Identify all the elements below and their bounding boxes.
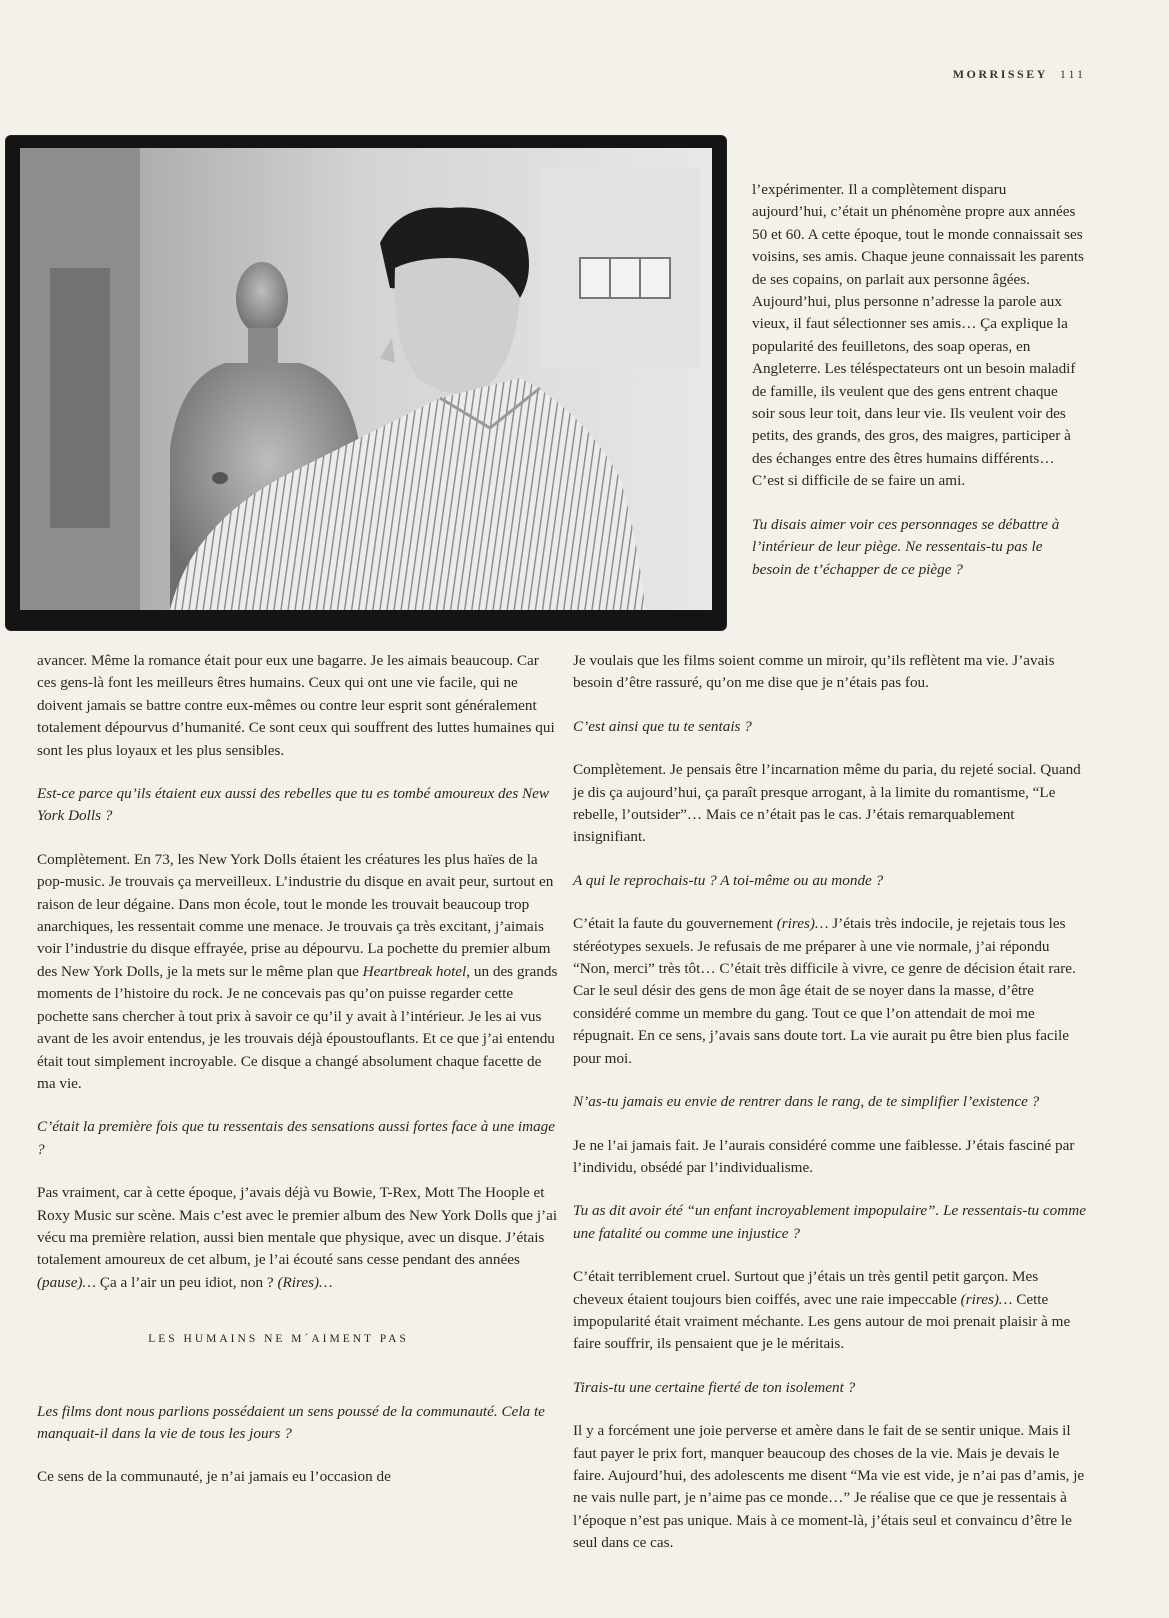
answer-text: Pas vraiment, car à cette époque, j’avais déjà vu Bowie, T-Rex, Mott The Hoople et Roxy Music sur scène. Mais c’est avec le premier album des New York Dolls que j’ai vécu ma première relation, aussi bien mentale que physique, avec un disque. J’étais totalement amoureux de cet album, je l’ai écouté sans cesse pendant des années [37, 1184, 558, 1269]
stage-direction: (Rires)… [277, 1273, 333, 1291]
answer-paragraph: avancer. Même la romance était pour eux une bagarre. Je les aimais beaucoup. Car ces gens-là font les meilleurs êtres humains. Ceux qui ont une vie facile, qui ne doivent jamais se battre contre eux-mêmes ou contre leur esprit sont généralement totalement dépourvus d’humanité. Ce sont ceux qui souffrent des luttes humaines qui sont les plus loyaux et les plus sensibles. [37, 652, 555, 759]
question-paragraph: C’était la première fois que tu ressentais des sensations aussi fortes face à une image ? [37, 1118, 556, 1158]
black-and-white-photo [20, 148, 712, 610]
section-subheading: LES HUMAINS NE M´AIMENT PAS [148, 1333, 409, 1346]
running-header-author: MORRISSEY [952, 67, 1048, 81]
question-paragraph: A qui le reprochais-tu ? A toi-même ou au monde ? [573, 871, 884, 889]
answer-text: Ça a l’air un peu idiot, non ? [96, 1273, 278, 1291]
answer-paragraph [37, 1182, 560, 1294]
question-paragraph: Tu disais aimer voir ces personnages se débattre à l’intérieur de leur piège. Ne ressentais-tu pas le besoin de t’échapper de ce piège ? [752, 515, 1060, 578]
question-paragraph: Tirais-tu une certaine fierté de ton isolement ? [573, 1378, 856, 1396]
answer-paragraph: Je ne l’ai jamais fait. Je l’aurais considéré comme une faiblesse. J’étais fasciné par l’individu, obsédé par l’individualisme. [573, 1136, 1075, 1176]
answer-paragraph: Je voulais que les films soient comme un miroir, qu’ils reflètent ma vie. J’avais besoin d’être rassuré, qu’on me dise que je n’étais pas fou. [573, 652, 1055, 692]
stage-direction: (rires)… [960, 1290, 1013, 1308]
answer-paragraph: Ce sens de la communauté, je n’ai jamais eu l’occasion de [37, 1468, 391, 1486]
page-number: 111 [1059, 67, 1086, 81]
answer-paragraph: Complètement. Je pensais être l’incarnation même du paria, du rejeté social. Quand je dis ça aujourd’hui, ça paraît presque arrogant, à la limite du romantisme, “Le rebelle, l’outsider”… Mais ce n’était pas le cas. J’étais remarquablement insignifiant. [573, 761, 1081, 846]
question-paragraph: Les films dont nous parlions possédaient un sens poussé de la communauté. Cela te manquait-il dans la vie de tous les jours ? [37, 1402, 545, 1442]
top-right-column [752, 179, 1084, 602]
answer-text: Cette impopularité était vraiment méchante. Les gens autour de moi prenait plaisir à me faire souffrir, ils pensaient que je le méritais. [573, 1290, 1071, 1353]
answer-paragraph: l’expérimenter. Il a complètement disparu aujourd’hui, c’était un phénomène propre aux années 50 et 60. A cette époque, tout le monde connaissait ses voisins, ses amis. Chaque jeune connaissait les parents de ses copains, on parlait aux personne âgées. Aujourd’hui, plus personne n’adresse la parole aux vieux, il faut sélectionner ses amis… Ça explique la popularité des feuilletons, des soap operas, en Angleterre. Les téléspectateurs ont un besoin maladif de famille, ils veulent que des gens entrent chaque soir sous leur toit, dans leur vie. Ils veulent voir des petits, des grands, des gros, des maigres, participer à des échanges entre des êtres humains différents… C’est si difficile de se faire un ami. [752, 181, 1084, 490]
stage-direction: (pause)… [37, 1273, 97, 1291]
song-title: Heartbreak hotel [362, 962, 467, 980]
answer-text: J’étais très indocile, je rejetais tous les stéréotypes sexuels. Je refusais de me préparer à une vie normale, j’ai répondu “Non, merci” très tôt… C’était très difficile à vivre, ce genre de décision était rare. Car le seul désir des gens de mon âge était de se noyer dans la masse, d’être considéré comme un membre du gang. Tout ce que l’on attendait de moi me répugnait. En ce sens, j’avais sans doute tort. La vie aurait pu être bien plus facile pour moi. [573, 915, 1076, 1067]
answer-text: Complètement. En 73, les New York Dolls étaient les créatures les plus haïes de la pop-music. Je trouvais ça merveilleux. L’industrie du disque en avait peur, surtout en raison de leur dégaine. Dans mon école, tout le monde les trouvait beaucoup trop anarchiques, les ressentait comme une menace. Je trouvais ça très excitant, j’aimais voir l’industrie du disque effrayée, prise au dépourvu. La pochette du premier album des New York Dolls, je la mets sur le même plan que [37, 850, 554, 980]
photo-frame [6, 136, 726, 630]
question-paragraph: Tu as dit avoir été “un enfant incroyablement impopulaire”. Le ressentais-tu comme une fatalité ou comme une injustice ? [573, 1202, 1086, 1242]
right-column [573, 650, 1088, 1576]
question-paragraph: N’as-tu jamais eu envie de rentrer dans le rang, de te simplifier l’existence ? [573, 1093, 1040, 1111]
answer-text: C’était terriblement cruel. Surtout que j’étais un très gentil petit garçon. Mes cheveux étaient toujours bien coiffés, avec une raie impeccable [573, 1268, 1039, 1308]
answer-paragraph [573, 1266, 1088, 1356]
left-column [37, 650, 560, 1510]
running-header [953, 67, 1086, 82]
answer-text: , un des grands moments de l’histoire du rock. Je ne concevais pas qu’on puisse regarder cette pochette sans chercher à tout prix à savoir ce qu’il y avait à l’intérieur. Je les ai vus avant de les avoir entendus, je les trouvais déjà époustouflants. Et ce que j’ai entendu était tout simplement incroyable. Ce disque a changé absolument chaque facette de ma vie. [37, 962, 558, 1092]
answer-paragraph: Il y a forcément une joie perverse et amère dans le fait de se sentir unique. Mais il faut payer le prix fort, manquer beaucoup des choses de la vie. Mais je devais le faire. Aujourd’hui, des adolescents me disent “Ma vie est vide, je n’ai pas d’amis, je ne vais nulle part, je n’aime pas ce monde…” Je réalise que ce que je ressentais à l’époque n’est pas unique. Mais à ce moment-là, j’étais seul et convaincu d’être le seul dans ce cas. [573, 1422, 1085, 1552]
photo-illustration [20, 148, 712, 610]
answer-paragraph [573, 913, 1088, 1070]
stage-direction: (rires)… [776, 915, 829, 933]
question-paragraph: Est-ce parce qu’ils étaient eux aussi des rebelles que tu es tombé amoureux des New York Dolls ? [37, 785, 550, 825]
answer-text: C’était la faute du gouvernement [573, 915, 777, 933]
question-paragraph: C’est ainsi que tu te sentais ? [573, 717, 752, 735]
answer-paragraph [37, 849, 560, 1095]
